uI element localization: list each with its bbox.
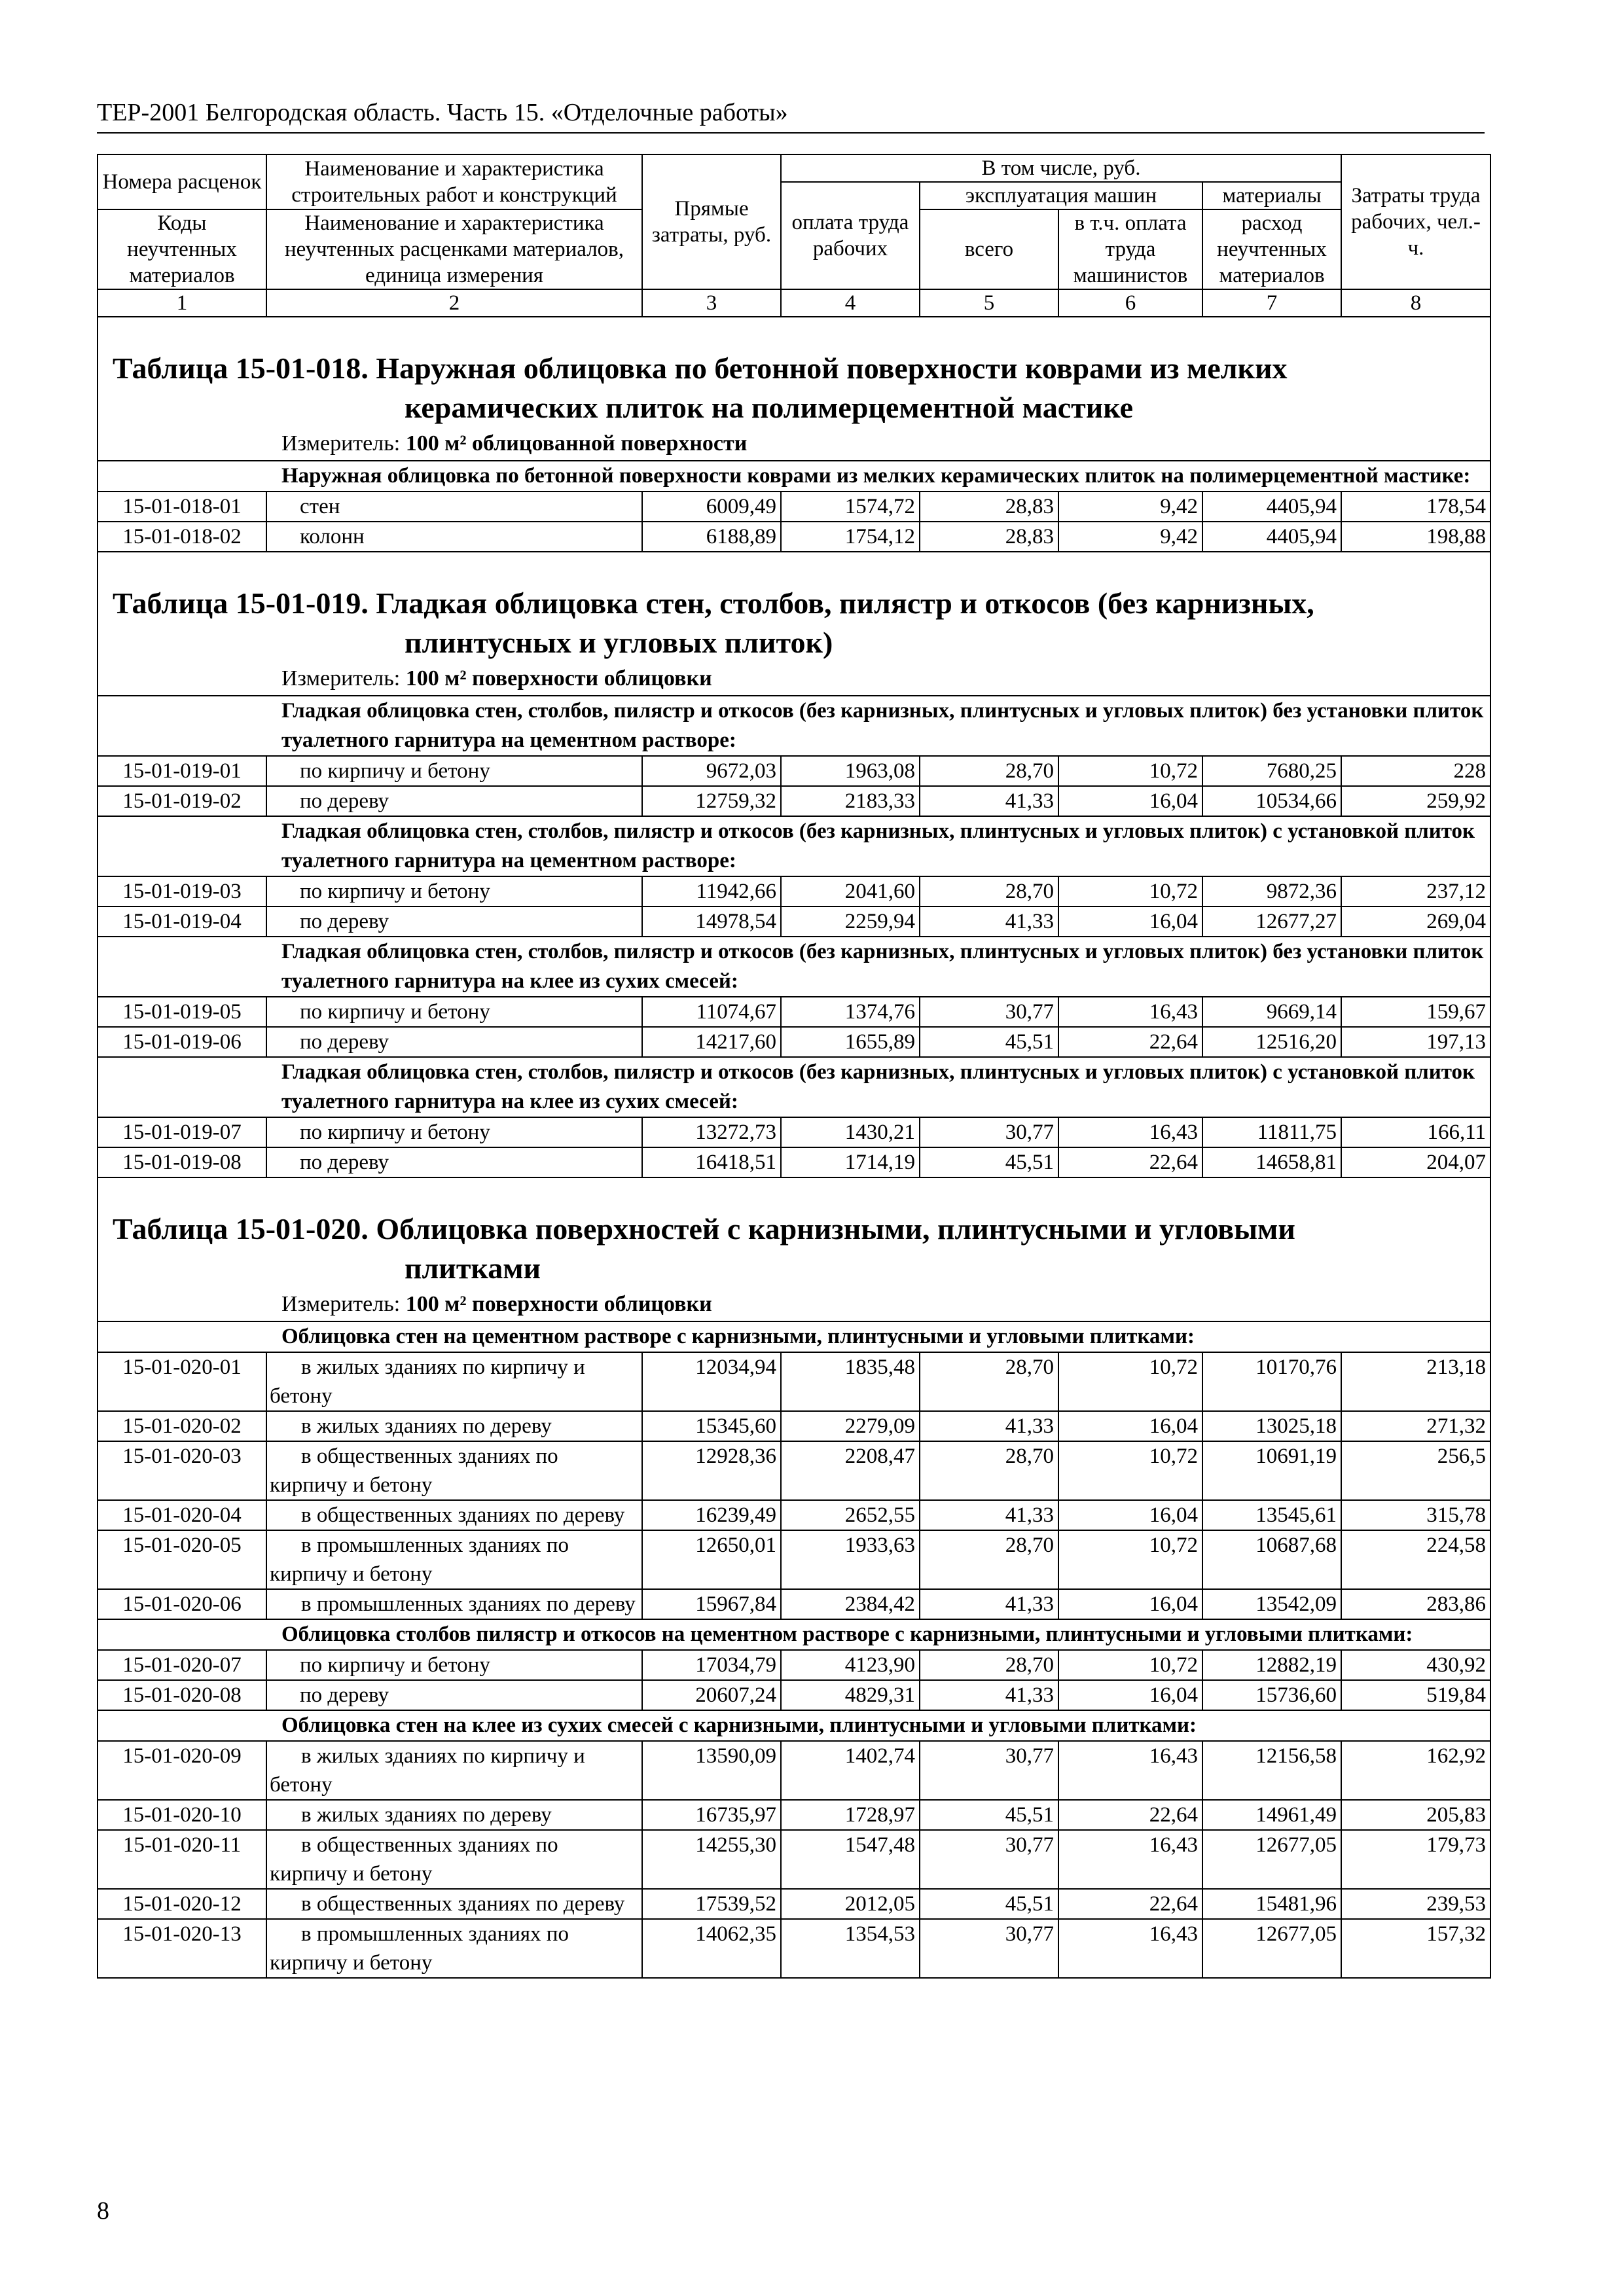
- table-title: [98, 1177, 1490, 1288]
- work-name: в общественных зданиях по кирпичу и бетону: [266, 1830, 642, 1889]
- rate-code: 15-01-020-08: [98, 1680, 266, 1710]
- table-title-line2: плитками: [405, 1251, 541, 1285]
- labor-hours: 224,58: [1341, 1530, 1490, 1589]
- direct-costs: 12928,36: [642, 1441, 781, 1500]
- work-name: по кирпичу и бетону: [266, 756, 642, 786]
- labor-hours: 205,83: [1341, 1800, 1490, 1830]
- rate-code: 15-01-020-07: [98, 1650, 266, 1680]
- col-header-material-use: расход неучтенных материалов: [1202, 209, 1341, 289]
- materials-cost: 12156,58: [1202, 1741, 1341, 1800]
- materials-cost: 12677,27: [1202, 906, 1341, 937]
- measure-row: [98, 662, 1490, 696]
- table-row: [98, 1500, 1490, 1530]
- materials-cost: 4405,94: [1202, 492, 1341, 522]
- worker-pay: 1402,74: [781, 1741, 920, 1800]
- worker-pay: 1374,76: [781, 997, 920, 1027]
- direct-costs: 12650,01: [642, 1530, 781, 1589]
- column-numbers-row: [98, 289, 1490, 317]
- machines-total: 30,77: [920, 1919, 1058, 1978]
- materials-cost: 12677,05: [1202, 1830, 1341, 1889]
- group-heading-row: [98, 696, 1490, 756]
- direct-costs: 16418,51: [642, 1147, 781, 1177]
- machines-total: 41,33: [920, 1589, 1058, 1619]
- operator-pay: 16,04: [1058, 1589, 1202, 1619]
- group-heading: Облицовка стен на клее из сухих смесей с карнизными, плинтусными и угловыми плитками:: [98, 1710, 1490, 1741]
- work-name: по кирпичу и бетону: [266, 876, 642, 906]
- group-heading-row: [98, 1710, 1490, 1741]
- operator-pay: 22,64: [1058, 1147, 1202, 1177]
- work-name: в промышленных зданиях по кирпичу и бетону: [266, 1919, 642, 1978]
- worker-pay: 1714,19: [781, 1147, 920, 1177]
- operator-pay: 9,42: [1058, 522, 1202, 552]
- direct-costs: 14217,60: [642, 1027, 781, 1057]
- materials-cost: 12516,20: [1202, 1027, 1341, 1057]
- group-heading: Гладкая облицовка стен, столбов, пилястр и откосов (без карнизных, плинтусных и угловых плиток) без установки плиток туалетного гарнитура на цементном растворе:: [98, 696, 1490, 756]
- measure-row: [98, 427, 1490, 461]
- header-row-1: [98, 154, 1490, 182]
- direct-costs: 16735,97: [642, 1800, 781, 1830]
- work-name: по дереву: [266, 906, 642, 937]
- col-header-machines: эксплуатация машин: [920, 182, 1202, 209]
- direct-costs: 13590,09: [642, 1741, 781, 1800]
- col-header-operator-pay: в т.ч. оплата труда машинистов: [1058, 209, 1202, 289]
- materials-cost: 10691,19: [1202, 1441, 1341, 1500]
- materials-cost: 10170,76: [1202, 1352, 1341, 1411]
- group-heading-row: [98, 1057, 1490, 1117]
- table-body: [98, 154, 1490, 1978]
- worker-pay: 1655,89: [781, 1027, 920, 1057]
- operator-pay: 16,43: [1058, 997, 1202, 1027]
- labor-hours: 256,5: [1341, 1441, 1490, 1500]
- operator-pay: 16,43: [1058, 1919, 1202, 1978]
- col-num: 5: [920, 289, 1058, 317]
- work-name: в жилых зданиях по кирпичу и бетону: [266, 1352, 642, 1411]
- rate-code: 15-01-019-02: [98, 786, 266, 816]
- worker-pay: 1547,48: [781, 1830, 920, 1889]
- col-num: 4: [781, 289, 920, 317]
- rate-code: 15-01-019-07: [98, 1117, 266, 1147]
- group-heading-row: [98, 1321, 1490, 1352]
- group-heading-row: [98, 937, 1490, 997]
- direct-costs: 9672,03: [642, 756, 781, 786]
- direct-costs: 15967,84: [642, 1589, 781, 1619]
- group-heading: Облицовка столбов пилястр и откосов на цементном растворе с карнизными, плинтусными и угловыми плитками:: [98, 1619, 1490, 1650]
- col-header-work-name: Наименование и характеристика строительных работ и конструкций: [266, 154, 642, 209]
- labor-hours: 228: [1341, 756, 1490, 786]
- rate-code: 15-01-020-05: [98, 1530, 266, 1589]
- table-title-line2: плинтусных и угловых плиток): [405, 626, 833, 659]
- operator-pay: 10,72: [1058, 1530, 1202, 1589]
- machines-total: 41,33: [920, 786, 1058, 816]
- work-name: в промышленных зданиях по кирпичу и бетону: [266, 1530, 642, 1589]
- direct-costs: 6009,49: [642, 492, 781, 522]
- table-row: [98, 522, 1490, 552]
- measure-label: Измеритель:: [281, 666, 406, 691]
- materials-cost: 13025,18: [1202, 1411, 1341, 1441]
- rate-code: 15-01-019-06: [98, 1027, 266, 1057]
- labor-hours: 430,92: [1341, 1650, 1490, 1680]
- machines-total: 41,33: [920, 906, 1058, 937]
- labor-hours: 198,88: [1341, 522, 1490, 552]
- worker-pay: 1728,97: [781, 1800, 920, 1830]
- table-row: [98, 1830, 1490, 1889]
- table-row: [98, 1889, 1490, 1919]
- worker-pay: 2384,42: [781, 1589, 920, 1619]
- work-name: в жилых зданиях по дереву: [266, 1411, 642, 1441]
- col-num: 8: [1341, 289, 1490, 317]
- table-row: [98, 1741, 1490, 1800]
- table-row: [98, 1441, 1490, 1500]
- machines-total: 30,77: [920, 1741, 1058, 1800]
- operator-pay: 16,43: [1058, 1117, 1202, 1147]
- work-name: по кирпичу и бетону: [266, 1117, 642, 1147]
- rate-code: 15-01-020-01: [98, 1352, 266, 1411]
- operator-pay: 10,72: [1058, 1441, 1202, 1500]
- materials-cost: 11811,75: [1202, 1117, 1341, 1147]
- labor-hours: 178,54: [1341, 492, 1490, 522]
- direct-costs: 15345,60: [642, 1411, 781, 1441]
- direct-costs: 6188,89: [642, 522, 781, 552]
- measure-label: Измеритель:: [281, 431, 406, 456]
- labor-hours: 197,13: [1341, 1027, 1490, 1057]
- labor-hours: 239,53: [1341, 1889, 1490, 1919]
- operator-pay: 22,64: [1058, 1889, 1202, 1919]
- rate-code: 15-01-020-06: [98, 1589, 266, 1619]
- direct-costs: 17539,52: [642, 1889, 781, 1919]
- table-row: [98, 1530, 1490, 1589]
- machines-total: 45,51: [920, 1147, 1058, 1177]
- table-row: [98, 492, 1490, 522]
- machines-total: 41,33: [920, 1500, 1058, 1530]
- work-name: по дереву: [266, 1027, 642, 1057]
- table-title-line1: Таблица 15-01-019. Гладкая облицовка стен, столбов, пилястр и откосов (без карнизных,: [113, 586, 1314, 620]
- rate-code: 15-01-020-13: [98, 1919, 266, 1978]
- measure-value: 100 м² поверхности облицовки: [405, 666, 712, 691]
- measure-value: 100 м² облицованной поверхности: [405, 431, 748, 456]
- col-header-rate-numbers: Номера расценок: [98, 154, 266, 209]
- materials-cost: 13545,61: [1202, 1500, 1341, 1530]
- labor-hours: 315,78: [1341, 1500, 1490, 1530]
- table-row: [98, 1352, 1490, 1411]
- labor-hours: 179,73: [1341, 1830, 1490, 1889]
- col-header-material-codes: Коды неучтенных материалов: [98, 209, 266, 289]
- measure-unit: [98, 427, 1490, 461]
- materials-cost: 9669,14: [1202, 997, 1341, 1027]
- direct-costs: 14062,35: [642, 1919, 781, 1978]
- materials-cost: 15736,60: [1202, 1680, 1341, 1710]
- table-title-line1: Таблица 15-01-018. Наружная облицовка по бетонной поверхности коврами из мелких: [113, 351, 1288, 385]
- machines-total: 28,83: [920, 492, 1058, 522]
- table-row: [98, 1027, 1490, 1057]
- work-name: по кирпичу и бетону: [266, 997, 642, 1027]
- operator-pay: 9,42: [1058, 492, 1202, 522]
- rate-code: 15-01-020-03: [98, 1441, 266, 1500]
- worker-pay: 2041,60: [781, 876, 920, 906]
- direct-costs: 12034,94: [642, 1352, 781, 1411]
- group-heading: Облицовка стен на цементном растворе с карнизными, плинтусными и угловыми плитками:: [98, 1321, 1490, 1352]
- worker-pay: 1354,53: [781, 1919, 920, 1978]
- table-title-row: [98, 1177, 1490, 1288]
- machines-total: 28,70: [920, 1650, 1058, 1680]
- rate-code: 15-01-020-02: [98, 1411, 266, 1441]
- worker-pay: 1933,63: [781, 1530, 920, 1589]
- labor-hours: 271,32: [1341, 1411, 1490, 1441]
- table-title-row: [98, 317, 1490, 427]
- measure-unit: [98, 1288, 1490, 1321]
- labor-hours: 237,12: [1341, 876, 1490, 906]
- labor-hours: 269,04: [1341, 906, 1490, 937]
- group-heading-row: [98, 1619, 1490, 1650]
- rates-table: [97, 154, 1491, 1979]
- worker-pay: 1835,48: [781, 1352, 920, 1411]
- table-row: [98, 906, 1490, 937]
- col-num: 2: [266, 289, 642, 317]
- table-row: [98, 1800, 1490, 1830]
- rate-code: 15-01-019-01: [98, 756, 266, 786]
- worker-pay: 2279,09: [781, 1411, 920, 1441]
- table-title: [98, 552, 1490, 662]
- col-header-worker-pay: оплата труда рабочих: [781, 182, 920, 289]
- table-row: [98, 1680, 1490, 1710]
- operator-pay: 16,43: [1058, 1830, 1202, 1889]
- table-title-row: [98, 552, 1490, 662]
- machines-total: 28,70: [920, 1352, 1058, 1411]
- labor-hours: 157,32: [1341, 1919, 1490, 1978]
- labor-hours: 283,86: [1341, 1589, 1490, 1619]
- table-row: [98, 756, 1490, 786]
- rate-code: 15-01-020-10: [98, 1800, 266, 1830]
- operator-pay: 22,64: [1058, 1800, 1202, 1830]
- direct-costs: 17034,79: [642, 1650, 781, 1680]
- materials-cost: 10534,66: [1202, 786, 1341, 816]
- machines-total: 45,51: [920, 1889, 1058, 1919]
- table-title-line2: керамических плиток на полимерцементной мастике: [405, 391, 1133, 424]
- running-header: ТЕР-2001 Белгородская область. Часть 15. «Отделочные работы»: [97, 98, 1485, 134]
- rate-code: 15-01-019-03: [98, 876, 266, 906]
- labor-hours: 162,92: [1341, 1741, 1490, 1800]
- rate-code: 15-01-019-08: [98, 1147, 266, 1177]
- rate-code: 15-01-018-02: [98, 522, 266, 552]
- worker-pay: 1430,21: [781, 1117, 920, 1147]
- measure-unit: [98, 662, 1490, 696]
- col-header-labor-hours: Затраты труда рабочих, чел.-ч.: [1341, 154, 1490, 289]
- worker-pay: 4123,90: [781, 1650, 920, 1680]
- measure-value: 100 м² поверхности облицовки: [405, 1292, 712, 1316]
- direct-costs: 16239,49: [642, 1500, 781, 1530]
- machines-total: 30,77: [920, 1117, 1058, 1147]
- group-heading: Наружная облицовка по бетонной поверхности коврами из мелких керамических плиток на полимерцементной мастике:: [98, 461, 1490, 492]
- machines-total: 41,33: [920, 1411, 1058, 1441]
- machines-total: 28,70: [920, 1441, 1058, 1500]
- rates-sheet: [97, 154, 1490, 1979]
- direct-costs: 14978,54: [642, 906, 781, 937]
- table-row: [98, 1589, 1490, 1619]
- operator-pay: 22,64: [1058, 1027, 1202, 1057]
- worker-pay: 2652,55: [781, 1500, 920, 1530]
- work-name: в общественных зданиях по дереву: [266, 1500, 642, 1530]
- operator-pay: 10,72: [1058, 756, 1202, 786]
- work-name: в общественных зданиях по дереву: [266, 1889, 642, 1919]
- rate-code: 15-01-020-04: [98, 1500, 266, 1530]
- direct-costs: 20607,24: [642, 1680, 781, 1710]
- work-name: стен: [266, 492, 642, 522]
- materials-cost: 12677,05: [1202, 1919, 1341, 1978]
- machines-total: 45,51: [920, 1800, 1058, 1830]
- labor-hours: 213,18: [1341, 1352, 1490, 1411]
- operator-pay: 16,04: [1058, 1500, 1202, 1530]
- col-header-materials: материалы: [1202, 182, 1341, 209]
- work-name: по дереву: [266, 1680, 642, 1710]
- labor-hours: 166,11: [1341, 1117, 1490, 1147]
- rate-code: 15-01-020-11: [98, 1830, 266, 1889]
- group-heading: Гладкая облицовка стен, столбов, пилястр и откосов (без карнизных, плинтусных и угловых плиток) с установкой плиток туалетного гарнитура на клее из сухих смесей:: [98, 1057, 1490, 1117]
- materials-cost: 14658,81: [1202, 1147, 1341, 1177]
- group-heading-row: [98, 816, 1490, 876]
- work-name: в общественных зданиях по кирпичу и бетону: [266, 1441, 642, 1500]
- table-title: [98, 317, 1490, 427]
- table-row: [98, 876, 1490, 906]
- work-name: в промышленных зданиях по дереву: [266, 1589, 642, 1619]
- operator-pay: 10,72: [1058, 876, 1202, 906]
- table-row: [98, 786, 1490, 816]
- measure-row: [98, 1288, 1490, 1321]
- work-name: в жилых зданиях по кирпичу и бетону: [266, 1741, 642, 1800]
- table-row: [98, 1147, 1490, 1177]
- rate-code: 15-01-018-01: [98, 492, 266, 522]
- col-header-including: В том числе, руб.: [781, 154, 1341, 182]
- col-num: 7: [1202, 289, 1341, 317]
- direct-costs: 11942,66: [642, 876, 781, 906]
- work-name: в жилых зданиях по дереву: [266, 1800, 642, 1830]
- table-row: [98, 1411, 1490, 1441]
- col-num: 3: [642, 289, 781, 317]
- group-heading: Гладкая облицовка стен, столбов, пилястр и откосов (без карнизных, плинтусных и угловых плиток) без установки плиток туалетного гарнитура на клее из сухих смесей:: [98, 937, 1490, 997]
- materials-cost: 7680,25: [1202, 756, 1341, 786]
- operator-pay: 10,72: [1058, 1352, 1202, 1411]
- measure-label: Измеритель:: [281, 1292, 406, 1316]
- materials-cost: 10687,68: [1202, 1530, 1341, 1589]
- machines-total: 41,33: [920, 1680, 1058, 1710]
- direct-costs: 12759,32: [642, 786, 781, 816]
- worker-pay: 1963,08: [781, 756, 920, 786]
- worker-pay: 4829,31: [781, 1680, 920, 1710]
- machines-total: 30,77: [920, 997, 1058, 1027]
- work-name: по дереву: [266, 1147, 642, 1177]
- labor-hours: 204,07: [1341, 1147, 1490, 1177]
- col-num: 6: [1058, 289, 1202, 317]
- materials-cost: 9872,36: [1202, 876, 1341, 906]
- rate-code: 15-01-020-09: [98, 1741, 266, 1800]
- rate-code: 15-01-019-04: [98, 906, 266, 937]
- direct-costs: 11074,67: [642, 997, 781, 1027]
- operator-pay: 10,72: [1058, 1650, 1202, 1680]
- worker-pay: 1754,12: [781, 522, 920, 552]
- work-name: колонн: [266, 522, 642, 552]
- worker-pay: 1574,72: [781, 492, 920, 522]
- operator-pay: 16,04: [1058, 1680, 1202, 1710]
- labor-hours: 259,92: [1341, 786, 1490, 816]
- machines-total: 28,83: [920, 522, 1058, 552]
- materials-cost: 4405,94: [1202, 522, 1341, 552]
- operator-pay: 16,04: [1058, 786, 1202, 816]
- rate-code: 15-01-019-05: [98, 997, 266, 1027]
- machines-total: 45,51: [920, 1027, 1058, 1057]
- table-title-line1: Таблица 15-01-020. Облицовка поверхностей с карнизными, плинтусными и угловыми: [113, 1212, 1295, 1246]
- operator-pay: 16,04: [1058, 906, 1202, 937]
- operator-pay: 16,04: [1058, 1411, 1202, 1441]
- worker-pay: 2183,33: [781, 786, 920, 816]
- table-row: [98, 1117, 1490, 1147]
- col-num: 1: [98, 289, 266, 317]
- table-row: [98, 997, 1490, 1027]
- table-row: [98, 1919, 1490, 1978]
- materials-cost: 14961,49: [1202, 1800, 1341, 1830]
- rate-code: 15-01-020-12: [98, 1889, 266, 1919]
- work-name: по кирпичу и бетону: [266, 1650, 642, 1680]
- group-heading-row: [98, 461, 1490, 492]
- operator-pay: 16,43: [1058, 1741, 1202, 1800]
- table-row: [98, 1650, 1490, 1680]
- col-header-machines-total: всего: [920, 209, 1058, 289]
- col-header-direct-costs: Прямые затраты, руб.: [642, 154, 781, 289]
- direct-costs: 13272,73: [642, 1117, 781, 1147]
- col-header-material-names: Наименование и характеристика неучтенных расценками материалов, единица измерения: [266, 209, 642, 289]
- worker-pay: 2208,47: [781, 1441, 920, 1500]
- worker-pay: 2259,94: [781, 906, 920, 937]
- work-name: по дереву: [266, 786, 642, 816]
- materials-cost: 12882,19: [1202, 1650, 1341, 1680]
- machines-total: 28,70: [920, 756, 1058, 786]
- materials-cost: 15481,96: [1202, 1889, 1341, 1919]
- worker-pay: 2012,05: [781, 1889, 920, 1919]
- group-heading: Гладкая облицовка стен, столбов, пилястр и откосов (без карнизных, плинтусных и угловых плиток) с установкой плиток туалетного гарнитура на цементном растворе:: [98, 816, 1490, 876]
- labor-hours: 159,67: [1341, 997, 1490, 1027]
- labor-hours: 519,84: [1341, 1680, 1490, 1710]
- page-number: 8: [97, 2197, 109, 2225]
- machines-total: 28,70: [920, 876, 1058, 906]
- machines-total: 30,77: [920, 1830, 1058, 1889]
- machines-total: 28,70: [920, 1530, 1058, 1589]
- direct-costs: 14255,30: [642, 1830, 781, 1889]
- materials-cost: 13542,09: [1202, 1589, 1341, 1619]
